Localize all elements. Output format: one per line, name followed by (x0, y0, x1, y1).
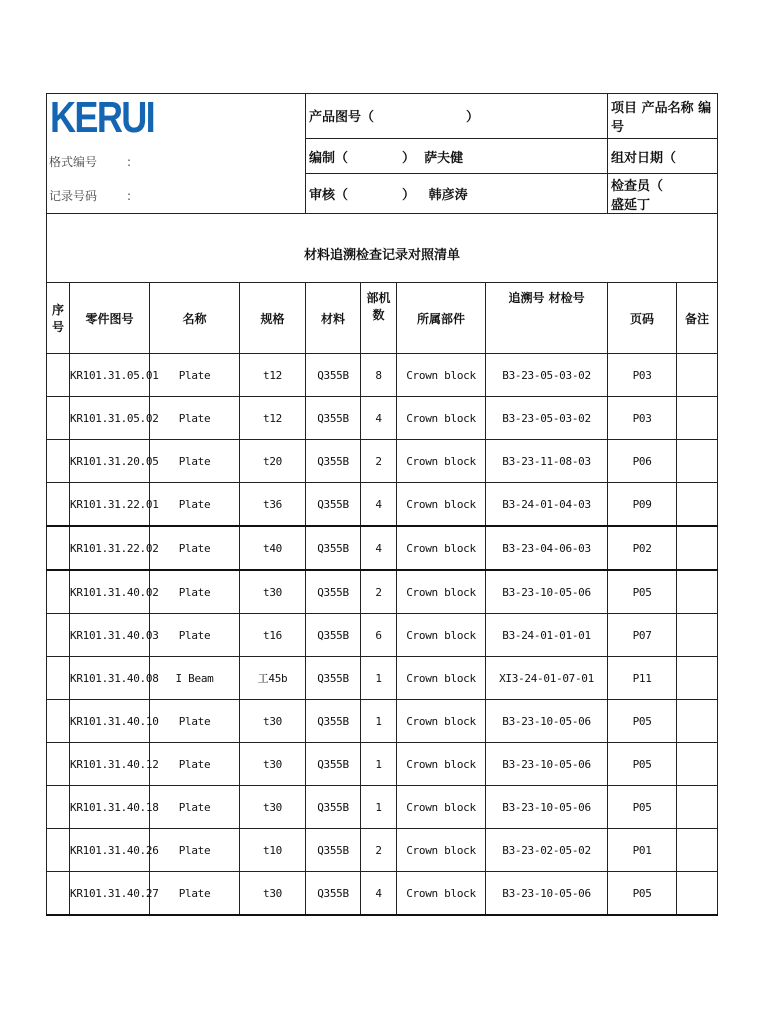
cell-trace: B3-23-10-05-06 (486, 786, 608, 829)
cell-part-no: KR101.31.20.05 (70, 440, 150, 483)
cell-remark (677, 743, 718, 786)
inspector: 检查员（盛延丁 (608, 174, 718, 214)
cell-material: Q355B (306, 872, 361, 916)
cell-page: P03 (608, 397, 677, 440)
cell-qty: 1 (361, 786, 397, 829)
cell-assembly: Crown block (397, 397, 486, 440)
cell-qty: 4 (361, 872, 397, 916)
cell-spec: t16 (240, 614, 306, 657)
column-headers (47, 283, 718, 354)
cell-page: P05 (608, 786, 677, 829)
cell-part-no: KR101.31.40.18 (70, 786, 150, 829)
cell-qty: 2 (361, 829, 397, 872)
cell-material: Q355B (306, 354, 361, 397)
table-row (47, 440, 718, 483)
cell-page: P06 (608, 440, 677, 483)
cell-trace: XI3-24-01-07-01 (486, 657, 608, 700)
col-remark: 备注 (677, 283, 718, 354)
cell-name: Plate (150, 700, 240, 743)
cell-spec: t30 (240, 743, 306, 786)
cell-part-no: KR101.31.05.02 (70, 397, 150, 440)
cell-trace: B3-23-02-05-02 (486, 829, 608, 872)
cell-qty: 2 (361, 570, 397, 614)
col-trace: 追溯号 材检号 (486, 283, 608, 354)
cell-name: Plate (150, 614, 240, 657)
cell-trace: B3-23-10-05-06 (486, 570, 608, 614)
cell-seq (47, 570, 70, 614)
cell-name: I Beam (150, 657, 240, 700)
cell-spec: 工45b (240, 657, 306, 700)
table-row (47, 526, 718, 570)
cell-remark (677, 786, 718, 829)
cell-name: Plate (150, 786, 240, 829)
cell-seq (47, 786, 70, 829)
cell-material: Q355B (306, 440, 361, 483)
cell-part-no: KR101.31.22.01 (70, 483, 150, 527)
col-name: 名称 (150, 283, 240, 354)
cell-spec: t20 (240, 440, 306, 483)
cell-material: Q355B (306, 829, 361, 872)
cell-remark (677, 700, 718, 743)
cell-spec: t30 (240, 700, 306, 743)
table-row (47, 743, 718, 786)
cell-spec: t30 (240, 570, 306, 614)
table-row (47, 786, 718, 829)
cell-spec: t30 (240, 872, 306, 916)
cell-part-no: KR101.31.40.02 (70, 570, 150, 614)
reviewed-by: 审核（ ） 韩彦涛 (306, 174, 608, 214)
sheet-title: 材料追溯检查记录对照清单 (47, 214, 718, 283)
cell-assembly: Crown block (397, 614, 486, 657)
table-row (47, 397, 718, 440)
cell-spec: t10 (240, 829, 306, 872)
record-no: 记录号码 : (49, 189, 132, 203)
cell-spec: t36 (240, 483, 306, 527)
cell-page: P05 (608, 743, 677, 786)
table-row (47, 354, 718, 397)
cell-page: P07 (608, 614, 677, 657)
cell-qty: 8 (361, 354, 397, 397)
cell-page: P09 (608, 483, 677, 527)
cell-material: Q355B (306, 570, 361, 614)
cell-part-no: KR101.31.40.12 (70, 743, 150, 786)
cell-remark (677, 829, 718, 872)
cell-material: Q355B (306, 700, 361, 743)
col-material: 材料 (306, 283, 361, 354)
project-info: 项目 产品名称 编号 (608, 94, 718, 139)
cell-spec: t12 (240, 397, 306, 440)
cell-trace: B3-23-10-05-06 (486, 872, 608, 916)
cell-page: P03 (608, 354, 677, 397)
col-spec: 规格 (240, 283, 306, 354)
cell-assembly: Crown block (397, 657, 486, 700)
cell-seq (47, 829, 70, 872)
cell-material: Q355B (306, 397, 361, 440)
cell-part-no: KR101.31.40.27 (70, 872, 150, 916)
cell-qty: 1 (361, 657, 397, 700)
cell-name: Plate (150, 397, 240, 440)
cell-trace: B3-23-04-06-03 (486, 526, 608, 570)
cell-seq (47, 526, 70, 570)
cell-material: Q355B (306, 657, 361, 700)
cell-assembly: Crown block (397, 483, 486, 527)
table-row (47, 829, 718, 872)
cell-remark (677, 614, 718, 657)
cell-assembly: Crown block (397, 700, 486, 743)
cell-page: P01 (608, 829, 677, 872)
format-no: 格式编号 : (49, 155, 132, 169)
cell-part-no: KR101.31.40.03 (70, 614, 150, 657)
cell-qty: 1 (361, 743, 397, 786)
cell-assembly: Crown block (397, 526, 486, 570)
cell-trace: B3-23-10-05-06 (486, 700, 608, 743)
cell-name: Plate (150, 354, 240, 397)
cell-assembly: Crown block (397, 829, 486, 872)
cell-trace: B3-23-05-03-02 (486, 397, 608, 440)
product-drawing-no: 产品图号（ ） (306, 94, 608, 139)
cell-assembly: Crown block (397, 354, 486, 397)
inspection-sheet (46, 93, 717, 916)
table-row (47, 483, 718, 527)
cell-page: P02 (608, 526, 677, 570)
cell-seq (47, 657, 70, 700)
cell-part-no: KR101.31.05.01 (70, 354, 150, 397)
cell-page: P05 (608, 570, 677, 614)
cell-page: P05 (608, 700, 677, 743)
prepared-by: 编制（ ） 萨夫健 (306, 138, 608, 174)
cell-name: Plate (150, 829, 240, 872)
cell-spec: t40 (240, 526, 306, 570)
cell-trace: B3-23-10-05-06 (486, 743, 608, 786)
cell-remark (677, 354, 718, 397)
cell-seq (47, 354, 70, 397)
table-body (47, 354, 718, 916)
cell-part-no: KR101.31.22.02 (70, 526, 150, 570)
col-seq: 序号 (47, 283, 70, 354)
cell-trace: B3-23-11-08-03 (486, 440, 608, 483)
cell-name: Plate (150, 570, 240, 614)
cell-seq (47, 483, 70, 527)
cell-trace: B3-24-01-04-03 (486, 483, 608, 527)
cell-seq (47, 397, 70, 440)
cell-remark (677, 872, 718, 916)
cell-remark (677, 657, 718, 700)
cell-seq (47, 872, 70, 916)
cell-remark (677, 397, 718, 440)
cell-qty: 1 (361, 700, 397, 743)
cell-seq (47, 440, 70, 483)
cell-remark (677, 570, 718, 614)
cell-assembly: Crown block (397, 440, 486, 483)
col-qty: 部机数 (361, 283, 397, 354)
cell-name: Plate (150, 872, 240, 916)
assembly-date: 组对日期（ (608, 138, 718, 174)
cell-material: Q355B (306, 743, 361, 786)
cell-seq (47, 700, 70, 743)
cell-remark (677, 526, 718, 570)
cell-material: Q355B (306, 483, 361, 527)
table-row (47, 700, 718, 743)
cell-remark (677, 483, 718, 527)
cell-qty: 4 (361, 483, 397, 527)
cell-remark (677, 440, 718, 483)
col-assembly: 所属部件 (397, 283, 486, 354)
cell-part-no: KR101.31.40.10 (70, 700, 150, 743)
cell-qty: 2 (361, 440, 397, 483)
cell-spec: t12 (240, 354, 306, 397)
cell-name: Plate (150, 526, 240, 570)
cell-trace: B3-23-05-03-02 (486, 354, 608, 397)
cell-part-no: KR101.31.40.26 (70, 829, 150, 872)
col-page: 页码 (608, 283, 677, 354)
table-row (47, 570, 718, 614)
cell-trace: B3-24-01-01-01 (486, 614, 608, 657)
table-row (47, 872, 718, 916)
table-row (47, 614, 718, 657)
record-table (46, 93, 718, 916)
cell-seq (47, 743, 70, 786)
col-part-no: 零件图号 (70, 283, 150, 354)
cell-assembly: Crown block (397, 743, 486, 786)
cell-material: Q355B (306, 614, 361, 657)
cell-name: Plate (150, 440, 240, 483)
cell-page: P11 (608, 657, 677, 700)
cell-page: P05 (608, 872, 677, 916)
cell-material: Q355B (306, 526, 361, 570)
cell-assembly: Crown block (397, 570, 486, 614)
cell-assembly: Crown block (397, 786, 486, 829)
cell-material: Q355B (306, 786, 361, 829)
cell-part-no: KR101.31.40.08 (70, 657, 150, 700)
cell-name: Plate (150, 483, 240, 527)
cell-assembly: Crown block (397, 872, 486, 916)
cell-seq (47, 614, 70, 657)
cell-name: Plate (150, 743, 240, 786)
cell-qty: 4 (361, 397, 397, 440)
cell-qty: 6 (361, 614, 397, 657)
kerui-logo: KERUI (50, 93, 155, 142)
cell-qty: 4 (361, 526, 397, 570)
cell-spec: t30 (240, 786, 306, 829)
table-row (47, 657, 718, 700)
company-block (47, 94, 306, 214)
